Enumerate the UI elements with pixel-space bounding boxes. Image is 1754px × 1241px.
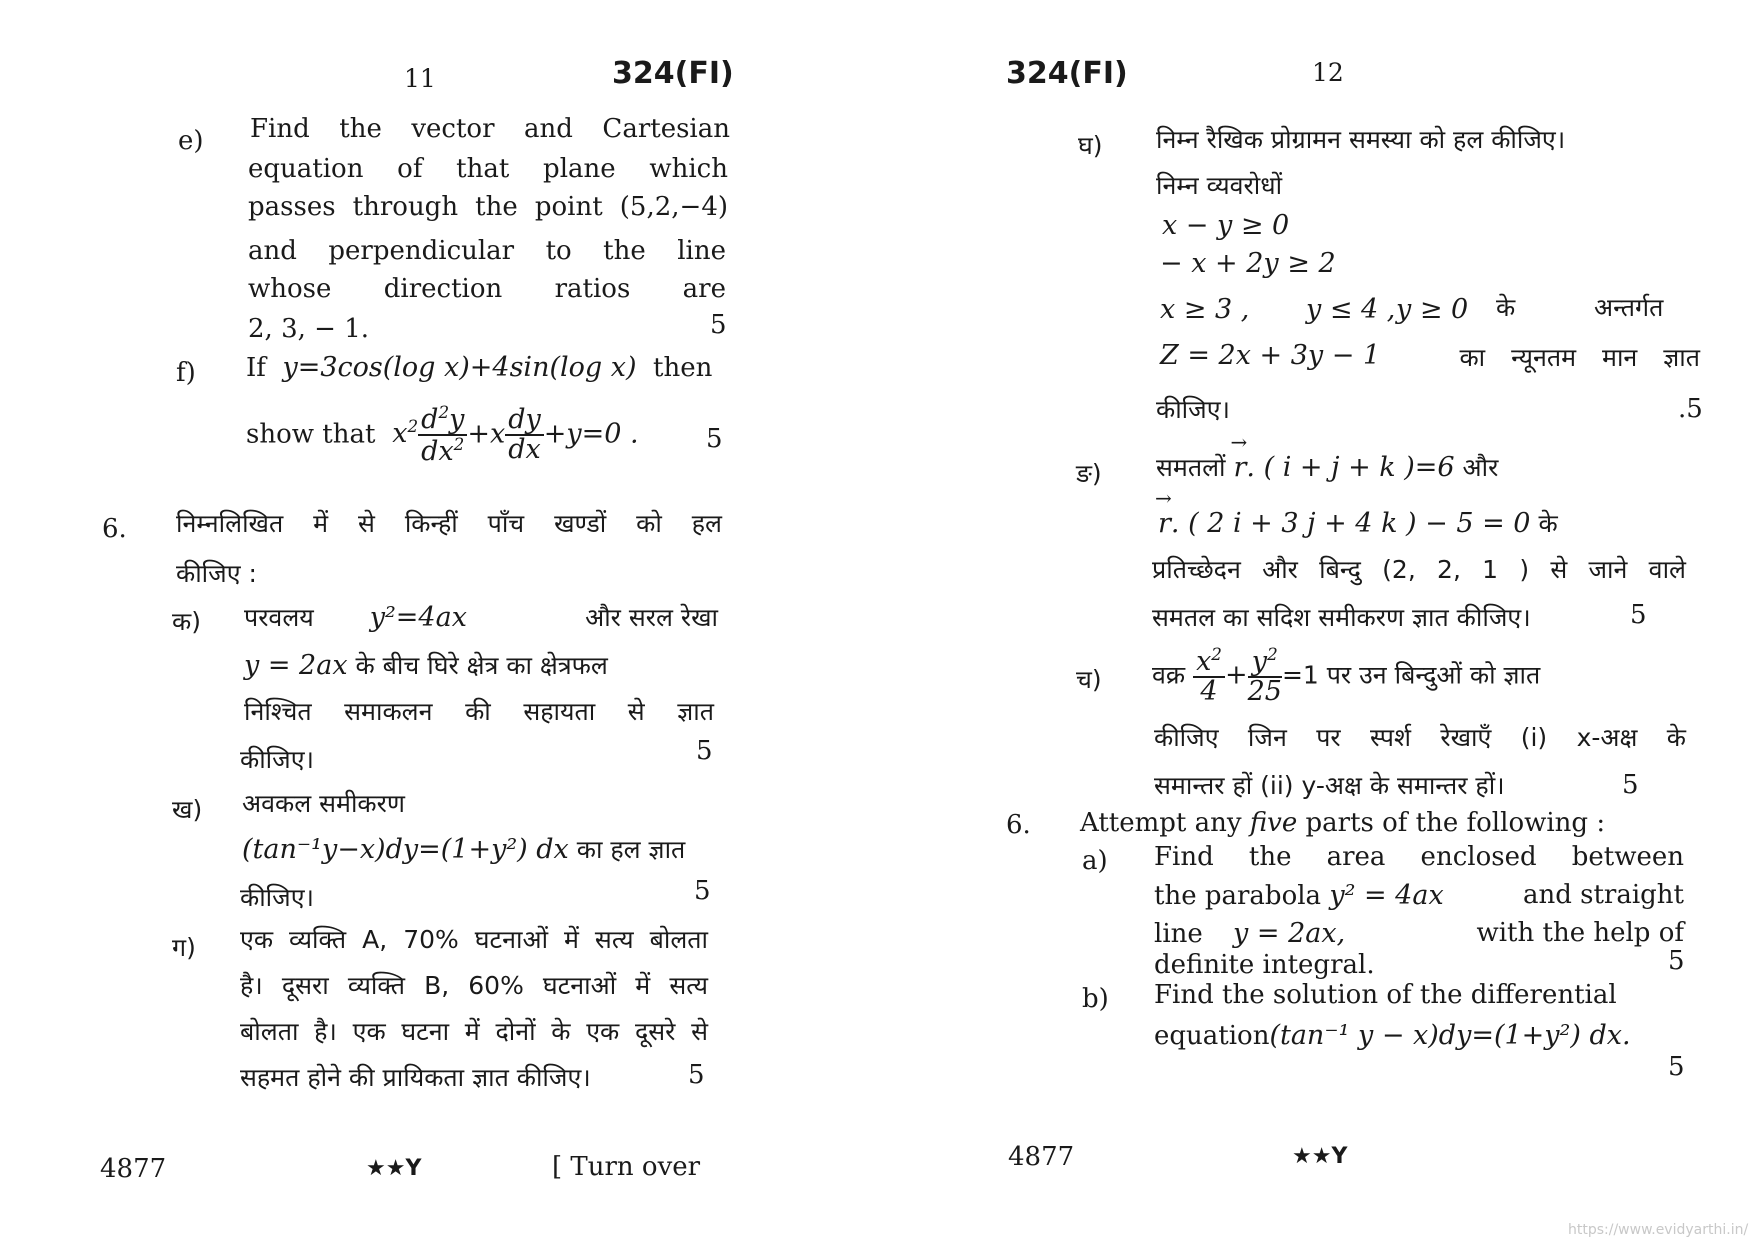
marks: .5 bbox=[1678, 394, 1703, 424]
equation: y² = 4ax bbox=[1329, 880, 1444, 911]
question-line bbox=[1154, 880, 1684, 911]
text: If bbox=[246, 353, 266, 383]
question-line: and perpendicular to the line bbox=[248, 236, 726, 266]
text: वक्र bbox=[1152, 660, 1186, 690]
question-line bbox=[242, 832, 685, 866]
question-line bbox=[1154, 918, 1684, 949]
text: के बीच घिरे क्षेत्र का क्षेत्रफल bbox=[355, 651, 608, 680]
question-line: कीजिए। bbox=[240, 745, 315, 774]
equation: y=3cos(log x)+4sin(log x) bbox=[282, 352, 637, 383]
question-number: 6. bbox=[1006, 810, 1031, 840]
watermark: https://www.evidyarthi.in/ bbox=[1568, 1222, 1749, 1238]
text: और bbox=[1462, 453, 1499, 482]
marks: 5 bbox=[1668, 946, 1685, 976]
text: परवलय bbox=[244, 603, 314, 632]
equation: . ( i + j + k )=6 bbox=[1246, 452, 1455, 483]
marks: 5 bbox=[710, 310, 727, 340]
text: show that bbox=[246, 419, 376, 450]
emphasis: five bbox=[1249, 808, 1298, 838]
question-line: equation of that plane which bbox=[248, 154, 728, 184]
constraint: − x + 2y ≥ 2 bbox=[1160, 248, 1336, 279]
text: के bbox=[1496, 293, 1516, 322]
marks: 5 bbox=[1630, 600, 1647, 630]
question-line: समतल का सदिश समीकरण ज्ञात कीजिए। bbox=[1152, 603, 1531, 632]
text: with the help of bbox=[1476, 918, 1684, 948]
question-line: निम्न व्यवरोधों bbox=[1156, 171, 1283, 200]
equation: . ( 2 i + 3 j + 4 k ) − 5 = 0 bbox=[1170, 508, 1531, 539]
question-line: कीजिए जिन पर स्पर्श रेखाएँ (i) x-अक्ष के bbox=[1154, 723, 1686, 752]
question-number: 6. bbox=[102, 514, 127, 544]
equation: y = 2ax, bbox=[1233, 918, 1346, 949]
question-line bbox=[1154, 1020, 1631, 1051]
text: समतलों bbox=[1156, 453, 1226, 482]
question-line bbox=[246, 352, 712, 383]
fraction: $\frac{dy}{dx}$ bbox=[505, 406, 544, 465]
text: the parabola bbox=[1154, 881, 1322, 911]
question-line: अवकल समीकरण bbox=[242, 789, 405, 818]
question-line: निम्नलिखित में से किन्हीं पाँच खण्डों को हल bbox=[176, 509, 722, 538]
question-line: whose direction ratios are bbox=[248, 274, 726, 304]
question-line bbox=[244, 648, 608, 682]
text: then bbox=[653, 353, 713, 383]
question-label: क) bbox=[172, 607, 201, 636]
fraction: $\frac{d^2y}{dx^2}$ bbox=[418, 404, 467, 467]
text: अन्तर्गत bbox=[1594, 293, 1664, 322]
question-line: है। दूसरा व्यक्ति B, 60% घटनाओं में सत्य bbox=[240, 971, 708, 1000]
fraction: $\frac{x^2}{4}$ bbox=[1193, 646, 1225, 707]
page-number: 12 bbox=[1312, 58, 1344, 87]
equation: y = 2ax bbox=[244, 650, 348, 681]
page-number: 11 bbox=[404, 64, 436, 93]
question-label: घ) bbox=[1078, 131, 1103, 160]
paper-code: 324(FI) bbox=[612, 56, 734, 91]
constraint: y ≤ 4 , bbox=[1306, 294, 1396, 325]
marks: 5 bbox=[1622, 770, 1639, 800]
equation: Z = 2x + 3y − 1 bbox=[1160, 340, 1381, 371]
question-label: b) bbox=[1082, 984, 1109, 1014]
equation: (tan⁻¹y−x)dy=(1+y²) dx bbox=[242, 834, 569, 865]
constraint: x ≥ 3 , bbox=[1160, 294, 1250, 325]
question-line: 2, 3, − 1. bbox=[248, 314, 369, 344]
question-line: कीजिए। bbox=[1156, 395, 1231, 424]
question-line: एक व्यक्ति A, 70% घटनाओं में सत्य बोलता bbox=[240, 925, 708, 954]
question-line: → r. ( 2 i + 3 j + 4 k ) − 5 = 0 के bbox=[1158, 506, 1558, 540]
question-line: कीजिए। bbox=[240, 883, 315, 912]
marks: 5 bbox=[706, 424, 723, 454]
paper-code: 324(FI) bbox=[1006, 56, 1128, 91]
question-line: definite integral. bbox=[1154, 950, 1375, 980]
text: parts of the following : bbox=[1305, 808, 1606, 838]
text: Attempt any bbox=[1080, 808, 1242, 838]
footer-code: 4877 bbox=[100, 1154, 167, 1184]
question-line: निश्चित समाकलन की सहायता से ज्ञात bbox=[244, 697, 714, 726]
question-line: Find the area enclosed between bbox=[1154, 842, 1684, 872]
question-label: च) bbox=[1076, 665, 1102, 694]
question-line bbox=[1160, 340, 1700, 371]
question-label: ङ) bbox=[1076, 459, 1102, 488]
equation-line: show that $x^2$ $\frac{d^2y}{dx^2}$ +x $\frac{dy}{dx}$ +y=0 . bbox=[246, 402, 639, 468]
text: का हल ज्ञात bbox=[576, 835, 686, 864]
equation: y²=4ax bbox=[369, 602, 467, 633]
constraint: x − y ≥ 0 bbox=[1162, 210, 1290, 241]
marks: 5 bbox=[1668, 1052, 1685, 1082]
question-label: a) bbox=[1082, 846, 1108, 876]
question-line bbox=[1080, 808, 1605, 838]
question-line: सहमत होने की प्रायिकता ज्ञात कीजिए। bbox=[240, 1063, 591, 1092]
question-label: ख) bbox=[172, 795, 203, 824]
question-label: f) bbox=[176, 358, 196, 388]
marks: 5 bbox=[694, 876, 711, 906]
text: and straight bbox=[1522, 880, 1684, 910]
right-page bbox=[880, 0, 1754, 1241]
question-line: निम्न रैखिक प्रोग्रामन समस्या को हल कीजिए। bbox=[1156, 125, 1566, 154]
footer-stars: ★★Y bbox=[366, 1156, 422, 1181]
text: का न्यूनतम मान ज्ञात bbox=[1459, 343, 1700, 372]
question-label: ग) bbox=[172, 933, 196, 962]
question-line: समान्तर हों (ii) y-अक्ष के समान्तर हों। bbox=[1154, 771, 1505, 800]
text: के bbox=[1538, 509, 1558, 538]
text: equation bbox=[1154, 1021, 1270, 1051]
question-line: वक्र $\frac{x^2}{4}$ + $\frac{y^2}{25}$ =1 पर उन बिन्दुओं को ज्ञात bbox=[1152, 644, 1541, 708]
question-line: प्रतिच्छेदन और बिन्दु (2, 2, 1 ) से जाने वाले bbox=[1152, 555, 1686, 584]
fraction: $\frac{y^2}{25}$ bbox=[1247, 644, 1282, 708]
left-page bbox=[0, 0, 860, 1241]
marks: 5 bbox=[696, 736, 713, 766]
question-line: कीजिए : bbox=[176, 559, 257, 588]
question-line: बोलता है। एक घटना में दोनों के एक दूसरे से bbox=[240, 1017, 708, 1046]
text: =1 पर उन बिन्दुओं को ज्ञात bbox=[1281, 660, 1541, 690]
question-line bbox=[244, 600, 718, 634]
question-label: e) bbox=[178, 126, 204, 156]
question-line: समतलों → r. ( i + j + k )=6 और bbox=[1156, 450, 1498, 484]
constraint: y ≥ 0 bbox=[1396, 294, 1469, 325]
text: line bbox=[1154, 919, 1203, 949]
footer-code: 4877 bbox=[1008, 1142, 1075, 1172]
question-line: Find the vector and Cartesian bbox=[250, 114, 730, 144]
equation: (tan⁻¹ y − x)dy=(1+y²) dx. bbox=[1269, 1020, 1631, 1051]
turn-over: [ Turn over bbox=[552, 1152, 701, 1182]
text: और सरल रेखा bbox=[585, 603, 718, 632]
question-line: passes through the point (5,2,−4) bbox=[248, 192, 728, 222]
question-line: Find the solution of the differential bbox=[1154, 980, 1617, 1010]
marks: 5 bbox=[688, 1060, 705, 1090]
footer-stars: ★★Y bbox=[1292, 1144, 1348, 1169]
